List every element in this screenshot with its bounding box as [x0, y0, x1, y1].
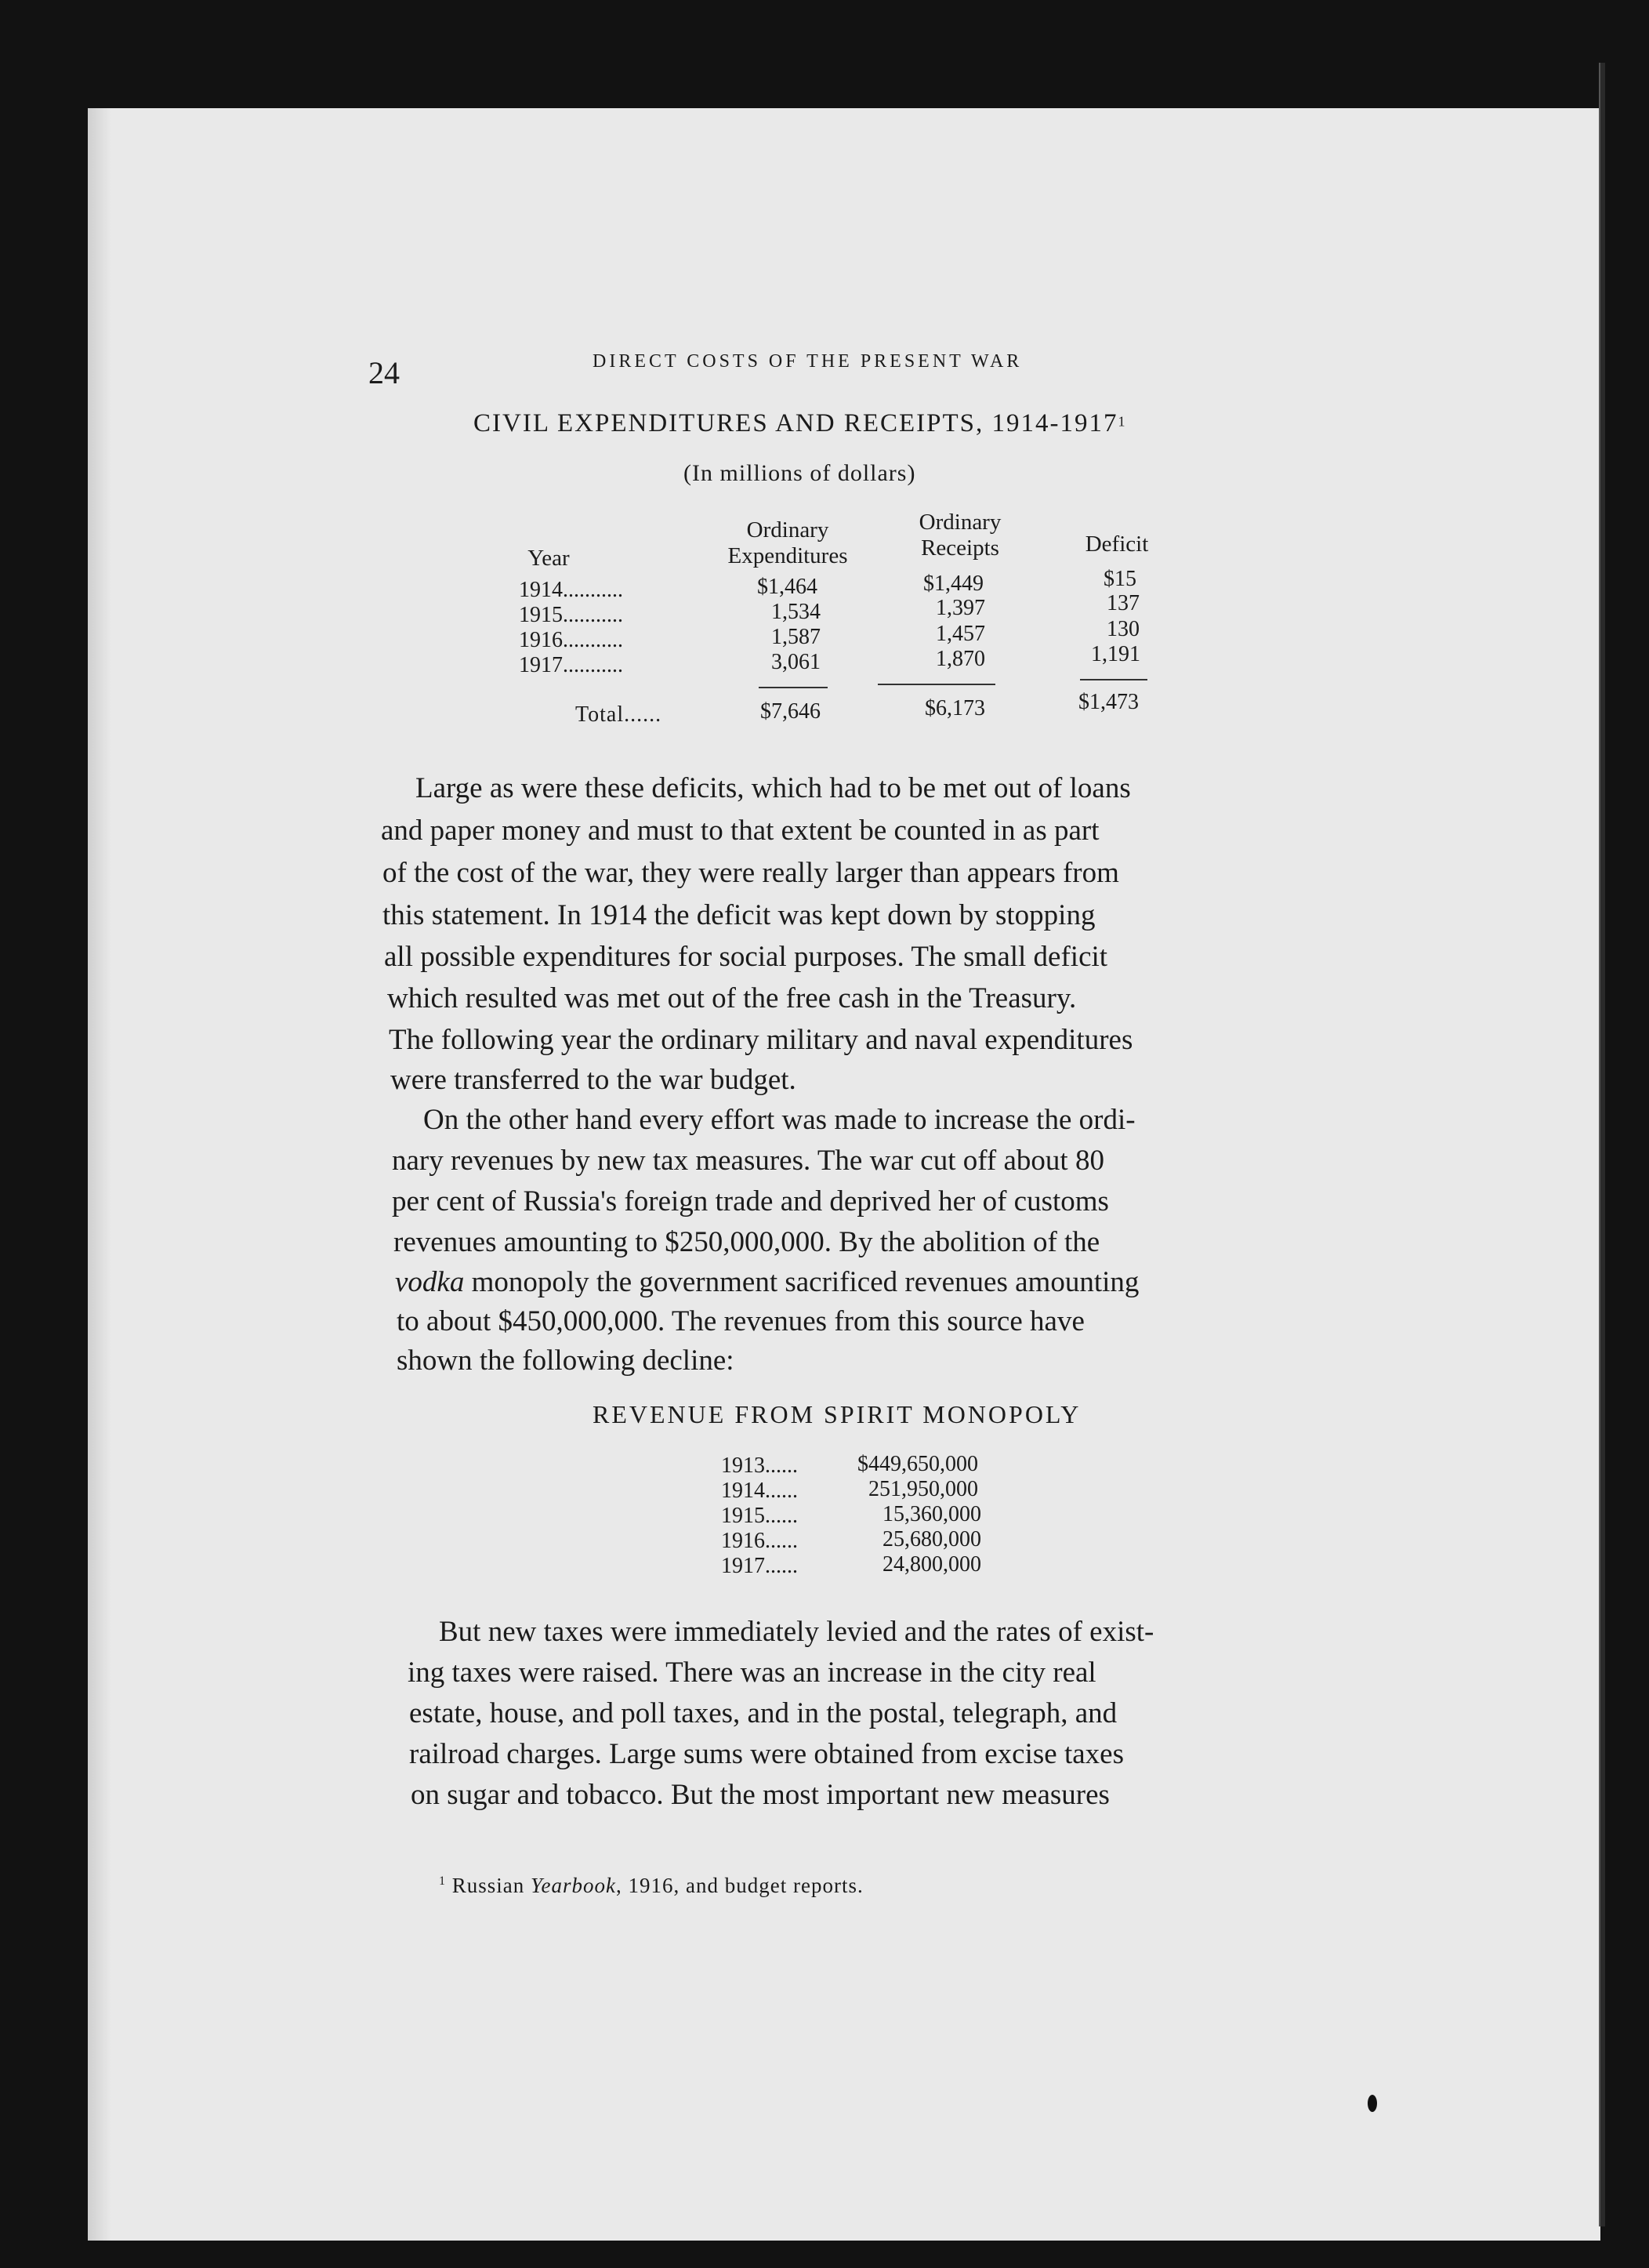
footnote: $^1$ Russian Yearbook, 1916, and budget reports. — [439, 1874, 864, 1897]
revenue-value: 25,680,000 — [882, 1527, 981, 1551]
row-year: 1915........... — [519, 603, 623, 627]
italic-vodka: vodka — [395, 1266, 465, 1298]
header-deficit: Deficit — [1085, 532, 1149, 557]
total-rule-receipts — [878, 684, 995, 685]
footnote-italic: Yearbook — [531, 1874, 617, 1897]
text-line: estate, house, and poll taxes, and in the postal, telegraph, and — [409, 1697, 1118, 1729]
revenue-year: 1916...... — [721, 1529, 798, 1553]
row-year: 1914........... — [519, 578, 623, 602]
text-line: this statement. In 1914 the deficit was kept down by stopping — [382, 899, 1096, 931]
text-line: ing taxes were raised. There was an increase in the city real — [408, 1657, 1096, 1689]
row-year: 1916........... — [519, 628, 623, 652]
revenue-value: 24,800,000 — [882, 1552, 981, 1577]
header-receipts: Ordinary Receipts — [919, 510, 1002, 561]
total-receipts: $6,173 — [925, 696, 985, 720]
row-deficit: 137 — [1107, 591, 1140, 615]
text-line: The following year the ordinary military and naval expenditures — [389, 1024, 1133, 1056]
page-edge — [1599, 63, 1605, 2226]
text-line: nary revenues by new tax measures. The war cut off about 80 — [392, 1145, 1104, 1177]
row-expenditures: 1,587 — [771, 625, 821, 649]
header-year: Year — [527, 546, 570, 571]
text-line: were transferred to the war budget. — [390, 1064, 796, 1096]
total-rule-expenditures — [759, 687, 828, 688]
running-head: DIRECT COSTS OF THE PRESENT WAR — [593, 351, 1023, 372]
text-line: But new taxes were immediately levied and the rates of exist- — [439, 1616, 1154, 1648]
row-deficit: 130 — [1107, 617, 1140, 641]
text-line: per cent of Russia's foreign trade and deprived her of customs — [392, 1185, 1109, 1217]
ink-dot — [1368, 2095, 1377, 2112]
footnote-marker: 1 — [439, 1874, 446, 1888]
header-expenditures: Ordinary Expenditures — [727, 517, 848, 568]
revenue-value: 15,360,000 — [882, 1502, 981, 1526]
row-receipts: 1,870 — [936, 647, 985, 671]
civil-table-subtitle: (In millions of dollars) — [683, 460, 916, 486]
civil-table-title-wrap — [473, 409, 1125, 438]
text-line: Large as were these deficits, which had to be met out of loans — [415, 772, 1131, 804]
total-label: Total...... — [575, 702, 662, 727]
revenue-year: 1913...... — [721, 1453, 798, 1478]
revenue-year: 1917...... — [721, 1554, 798, 1578]
row-expenditures: 3,061 — [771, 650, 821, 674]
row-deficit: 1,191 — [1091, 642, 1140, 666]
text-line: all possible expenditures for social purposes. The small deficit — [384, 941, 1108, 973]
page-number: 24 — [368, 355, 400, 390]
total-rule-deficit — [1080, 679, 1147, 680]
row-deficit: $15 — [1104, 567, 1136, 591]
text-line: of the cost of the war, they were really larger than appears from — [382, 857, 1119, 889]
row-receipts: $1,449 — [923, 572, 984, 596]
text-line: which resulted was met out of the free cash in the Treasury. — [387, 982, 1077, 1014]
text-line: vodka monopoly the government sacrificed revenues amounting — [395, 1266, 1140, 1298]
row-expenditures: $1,464 — [757, 575, 817, 599]
text-line: on sugar and tobacco. But the most important new measures — [411, 1779, 1110, 1811]
text-line: shown the following decline: — [397, 1344, 734, 1377]
text-line: On the other hand every effort was made to increase the ordi- — [423, 1104, 1136, 1136]
page-gutter-shadow — [88, 108, 111, 2241]
row-receipts: 1,457 — [936, 622, 985, 646]
text-line: railroad charges. Large sums were obtained from excise taxes — [409, 1738, 1124, 1770]
row-year: 1917........... — [519, 653, 623, 677]
civil-table-title: CIVIL EXPENDITURES AND RECEIPTS, 1914-1917 — [473, 409, 1118, 437]
total-expenditures: $7,646 — [760, 699, 821, 724]
footnote-ref: 1 — [1118, 413, 1125, 430]
revenue-value: 251,950,000 — [868, 1477, 978, 1501]
text-line: revenues amounting to $250,000,000. By the abolition of the — [393, 1226, 1100, 1258]
revenue-value: $449,650,000 — [857, 1452, 978, 1476]
revenue-year: 1915...... — [721, 1504, 798, 1528]
row-receipts: 1,397 — [936, 596, 985, 620]
text-line: and paper money and must to that extent be counted in as part — [381, 815, 1100, 847]
revenue-year: 1914...... — [721, 1479, 798, 1503]
text-line: to about $450,000,000. The revenues from this source have — [397, 1305, 1085, 1337]
total-deficit: $1,473 — [1078, 690, 1139, 714]
row-expenditures: 1,534 — [771, 600, 821, 624]
revenue-table-title: REVENUE FROM SPIRIT MONOPOLY — [593, 1400, 1082, 1428]
